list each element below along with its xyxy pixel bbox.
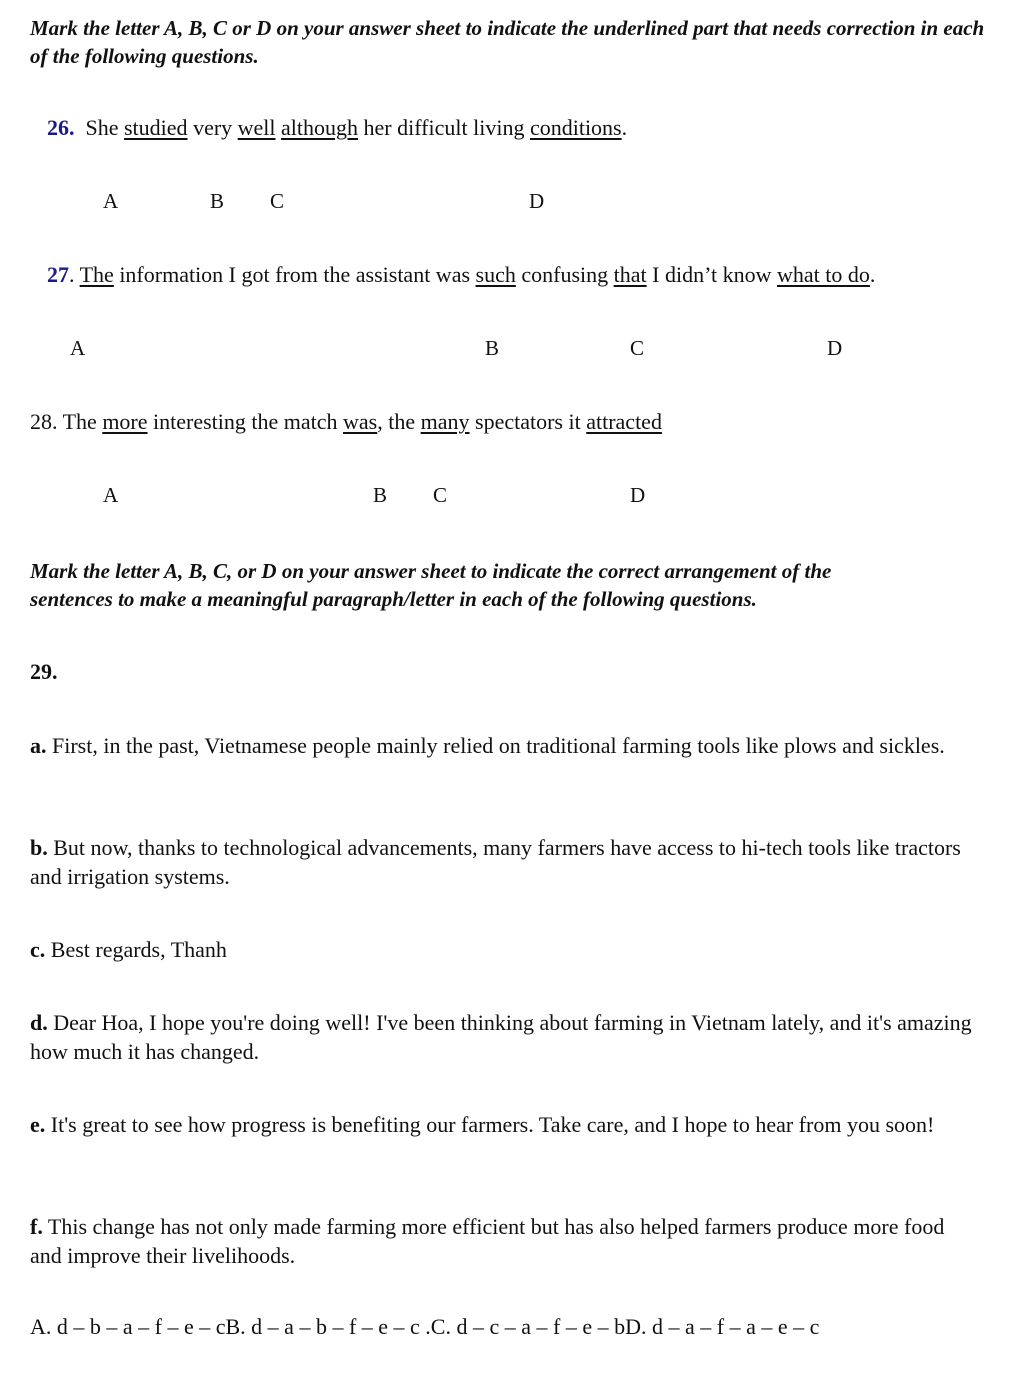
sentence-a bbox=[30, 731, 980, 760]
text: her difficult living bbox=[358, 115, 530, 140]
text: , the bbox=[377, 409, 421, 434]
text: information I got from the assistant was bbox=[113, 262, 476, 287]
instruction-error-identification: Mark the letter A, B, C or D on your answer sheet to indicate the underlined part that needs correction in each of the following questions. bbox=[30, 16, 985, 68]
sentence-label: a. bbox=[30, 733, 47, 758]
text: . bbox=[621, 115, 628, 140]
question-27 bbox=[47, 262, 875, 288]
option-letter-c: C bbox=[630, 336, 645, 360]
sentence-label: f. bbox=[30, 1214, 43, 1239]
underlined-option-a: more bbox=[102, 409, 148, 434]
text: confusing bbox=[515, 262, 614, 287]
sentence-label: d. bbox=[30, 1010, 48, 1035]
underlined-option-b: was bbox=[343, 409, 378, 434]
underlined-option-d: attracted bbox=[586, 409, 662, 434]
underlined-option-d: conditions bbox=[529, 115, 622, 140]
sentence-label: e. bbox=[30, 1112, 46, 1137]
sentence-text: First, in the past, Vietnamese people mainly relied on traditional farming tools like plows and sickles. bbox=[46, 733, 945, 758]
underlined-option-b: well bbox=[237, 115, 276, 140]
question-28 bbox=[30, 409, 662, 435]
sentence-e bbox=[30, 1110, 980, 1139]
text: interesting the match bbox=[147, 409, 344, 434]
underlined-option-d: what to do bbox=[777, 262, 870, 287]
option-letter-c: C bbox=[270, 189, 285, 213]
text: I didn’t know bbox=[646, 262, 777, 287]
sentence-text: But now, thanks to technological advancements, many farmers have access to hi-tech tools like tractors and irrigation systems. bbox=[30, 835, 961, 889]
option-letter-d: D bbox=[827, 336, 843, 360]
sentence-b bbox=[30, 833, 980, 891]
sentence-d bbox=[30, 1008, 980, 1066]
text: spectators it bbox=[469, 409, 587, 434]
underlined-option-c: many bbox=[420, 409, 470, 434]
sentence-text: This change has not only made farming more efficient but has also helped farmers produce more food and improve their livelihoods. bbox=[30, 1214, 945, 1268]
question-number: 26. bbox=[47, 115, 75, 140]
sentence-text: Best regards, Thanh bbox=[45, 937, 227, 962]
sentence-label: c. bbox=[30, 937, 46, 962]
option-letter-a: A bbox=[70, 336, 86, 360]
option-letter-b: B bbox=[485, 336, 500, 360]
question-29-number: 29. bbox=[30, 659, 58, 684]
sentence-c bbox=[30, 935, 980, 964]
option-letter-a: A bbox=[103, 189, 119, 213]
answer-options: A. d – b – a – f – e – cB. d – a – b – f – e – c .C. d – c – a – f – e – bD. d – a – f – a – e – c bbox=[30, 1314, 820, 1339]
underlined-option-c: although bbox=[281, 115, 359, 140]
option-letter-d: D bbox=[630, 483, 646, 507]
sentence-f bbox=[30, 1212, 980, 1270]
underlined-option-b: such bbox=[475, 262, 516, 287]
sentence-text: Dear Hoa, I hope you're doing well! I've been thinking about farming in Vietnam lately, and it's amazing how much it has changed. bbox=[30, 1010, 972, 1064]
text: . bbox=[69, 262, 80, 287]
option-letter-b: B bbox=[210, 189, 225, 213]
underlined-option-c: that bbox=[613, 262, 647, 287]
text: very bbox=[187, 115, 238, 140]
option-letter-b: B bbox=[373, 483, 388, 507]
sentence-label: b. bbox=[30, 835, 48, 860]
text: She bbox=[85, 115, 124, 140]
option-letter-a: A bbox=[103, 483, 119, 507]
question-number: 27 bbox=[47, 262, 69, 287]
underlined-option-a: The bbox=[79, 262, 114, 287]
option-letter-d: D bbox=[529, 189, 545, 213]
sentence-text: It's great to see how progress is benefiting our farmers. Take care, and I hope to hear from you soon! bbox=[45, 1112, 935, 1137]
underlined-option-a: studied bbox=[124, 115, 188, 140]
instruction-arrangement: Mark the letter A, B, C, or D on your answer sheet to indicate the correct arrangement of the sentences to make a meaningful paragraph/letter in each of the following questions. bbox=[30, 559, 832, 611]
text: . bbox=[869, 262, 876, 287]
question-26 bbox=[47, 115, 627, 141]
text: 28. The bbox=[30, 409, 103, 434]
option-letter-c: C bbox=[433, 483, 448, 507]
